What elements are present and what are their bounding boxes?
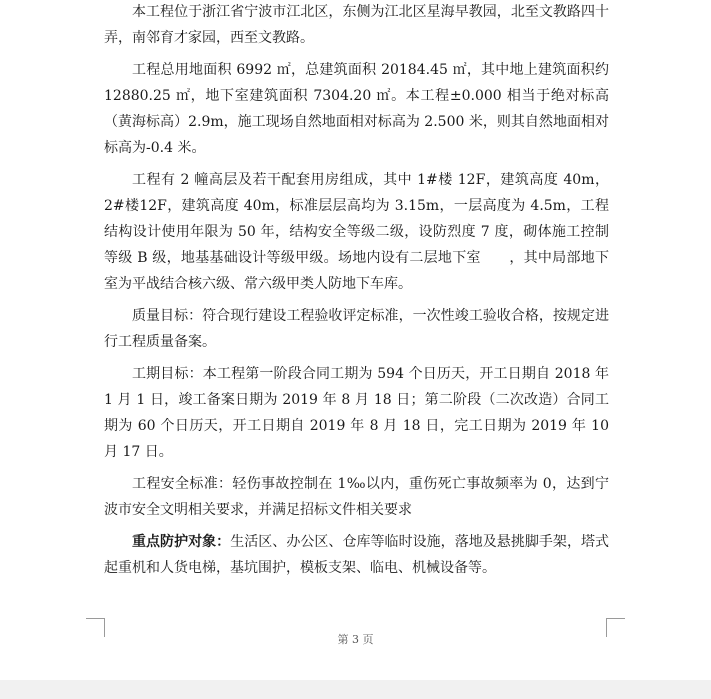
- key-protection-label: 重点防护对象：: [132, 534, 231, 550]
- project-location-paragraph: 本工程位于浙江省宁波市江北区，东侧为江北区星海早教园，北至文教路四十弄，南邻育才家园，西至文教路。: [104, 4, 609, 46]
- project-area-paragraph: 工程总用地面积 6992 ㎡，总建筑面积 20184.45 ㎡，其中地上建筑面积约12880.25 ㎡，地下室建筑面积 7304.20 ㎡。本工程±0.000 相当于绝对标高（黄海标高）2.9m，施工现场自然地面相对标高为 2.500 米，则其自然地面相对标高为-0.4 米。: [104, 62, 609, 156]
- safety-standard-paragraph: 工程安全标准：轻伤事故控制在 1‰以内，重伤死亡事故频率为 0，达到宁波市安全文明相关要求，并满足招标文件相关要求: [104, 476, 609, 518]
- key-protection-paragraph: [104, 529, 609, 581]
- schedule-goal-paragraph: 工期目标：本工程第一阶段合同工期为 594 个日历天，开工日期自 2018 年 1 月 1 日，竣工备案日期为 2019 年 8 月 18 日；第二阶段（二次改造）合同工期为 60 个日历天，开工日期自 2019 年 8 月 18 日，完工日期为 2019 年 10 月 17 日。: [104, 366, 609, 460]
- page-gap: [0, 680, 711, 699]
- page-footer: [0, 631, 711, 647]
- quality-goal-paragraph: 质量目标：符合现行建设工程验收评定标准，一次性竣工验收合格，按规定进行工程质量备案。: [104, 308, 609, 350]
- page-body: [104, 0, 609, 581]
- project-buildings-paragraph: 工程有 2 幢高层及若干配套用房组成，其中 1#楼 12F，建筑高度 40m，2#楼12F，建筑高度 40m，标准层层高均为 3.15m，一层高度为 4.5m，工程结构设计使用年限为 50 年，结构安全等级二级，设防烈度 7 度，砌体施工控制等级 B 级，地基基础设计等级甲级。场地内设有二层地下室 ，其中局部地下室为平战结合核六级、常六级甲类人防地下车库。: [104, 172, 609, 292]
- page-number: 第 3 页: [337, 633, 374, 646]
- key-protection-text: 生活区、办公区、仓库等临时设施，落地及悬挑脚手架，塔式起重机和人货电梯，基坑围护，模板支架、临电、机械设备等。: [104, 534, 610, 576]
